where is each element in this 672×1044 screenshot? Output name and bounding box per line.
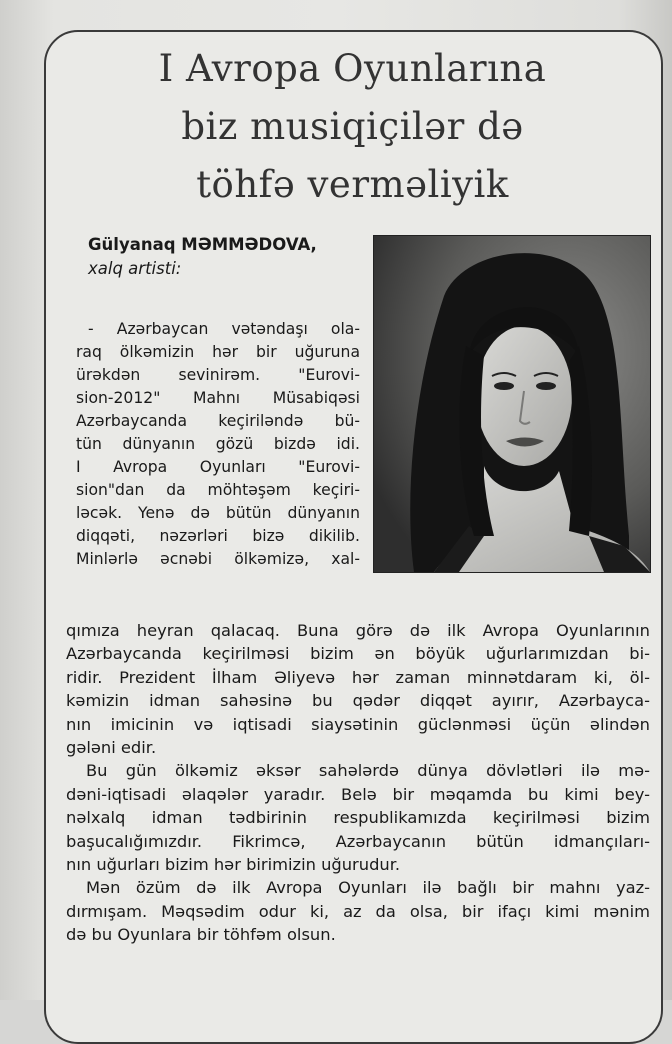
wide-line-14: də bu Oyunlara bir töhfəm olsun. — [66, 925, 336, 945]
author-name: Gülyanaq MƏMMƏDOVA, — [88, 235, 317, 254]
portrait-photo — [373, 235, 651, 573]
headline-line-2: biz musiqiçilər də — [181, 105, 524, 148]
wide-line-4: kəmizin idman sahəsinə bu qədər diqqət ayırır, Azərbayca- — [66, 691, 650, 711]
headline-line-3: töhfə verməliyik — [196, 163, 509, 206]
narrow-line-6: tün dünyanın gözü bizdə idi. — [76, 435, 360, 453]
headline-line-1: I Avropa Oyunlarına — [158, 47, 547, 90]
article-text-column — [76, 318, 360, 571]
narrow-line-5: Azərbaycanda keçiriləndə bü- — [76, 412, 360, 430]
narrow-line-9: ləcək. Yenə də bütün dünyanın — [76, 504, 360, 522]
article-text-full — [66, 619, 650, 947]
narrow-line-3: ürəkdən sevinirəm. "Eurovi- — [76, 366, 360, 384]
narrow-line-1: - Azərbaycan vətəndaşı ola- — [88, 320, 360, 338]
narrow-line-11: Minlərlə əcnəbi ölkəmizə, xal- — [76, 550, 360, 568]
wide-line-10: başucalığımızdır. Fikrimcə, Azərbaycanın bütün idmançıları- — [66, 831, 650, 851]
wide-line-9: nəlxalq idman tədbirinin respublikamızda keçirilməsi bizim — [66, 808, 650, 828]
wide-line-6: gələni edir. — [66, 738, 157, 758]
portrait-image — [374, 236, 650, 572]
wide-line-11: nın uğurları bizim hər birimizin uğurudur. — [66, 855, 401, 875]
author-byline — [88, 233, 368, 281]
narrow-line-4: sion-2012" Mahnı Müsabiqəsi — [76, 389, 360, 407]
wide-line-2: Azərbaycanda keçirilməsi bizim ən böyük uğurlarımızdan bi- — [66, 644, 650, 664]
article-headline — [60, 40, 645, 214]
wide-line-13: dırmışam. Məqsədim odur ki, az da olsa, bir ifaçı kimi mənim — [66, 901, 650, 921]
narrow-line-10: diqqəti, nəzərləri bizə dikilib. — [76, 527, 360, 545]
wide-line-8: dəni-iqtisadi əlaqələr yaradır. Belə bir məqamda bu kimi bey- — [66, 784, 650, 804]
wide-line-12: Mən özüm də ilk Avropa Oyunları ilə bağlı bir mahnı yaz- — [86, 878, 650, 898]
author-role: xalq artisti: — [88, 259, 182, 278]
narrow-line-2: raq ölkəmizin hər bir uğuruna — [76, 343, 360, 361]
narrow-line-8: sion"dan da möhtəşəm keçiri- — [76, 481, 360, 499]
wide-line-5: nın imicinin və iqtisadi siaysətinin güclənməsi üçün əlindən — [66, 714, 650, 734]
wide-line-3: ridir. Prezident İlham Əliyevə hər zaman minnətdaram ki, öl- — [66, 667, 650, 687]
narrow-line-7: I Avropa Oyunları "Eurovi- — [76, 458, 360, 476]
wide-line-7: Bu gün ölkəmiz əksər sahələrdə dünya dövlətləri ilə mə- — [86, 761, 650, 781]
wide-line-1: qımıza heyran qalacaq. Buna görə də ilk Avropa Oyunlarının — [66, 621, 650, 640]
